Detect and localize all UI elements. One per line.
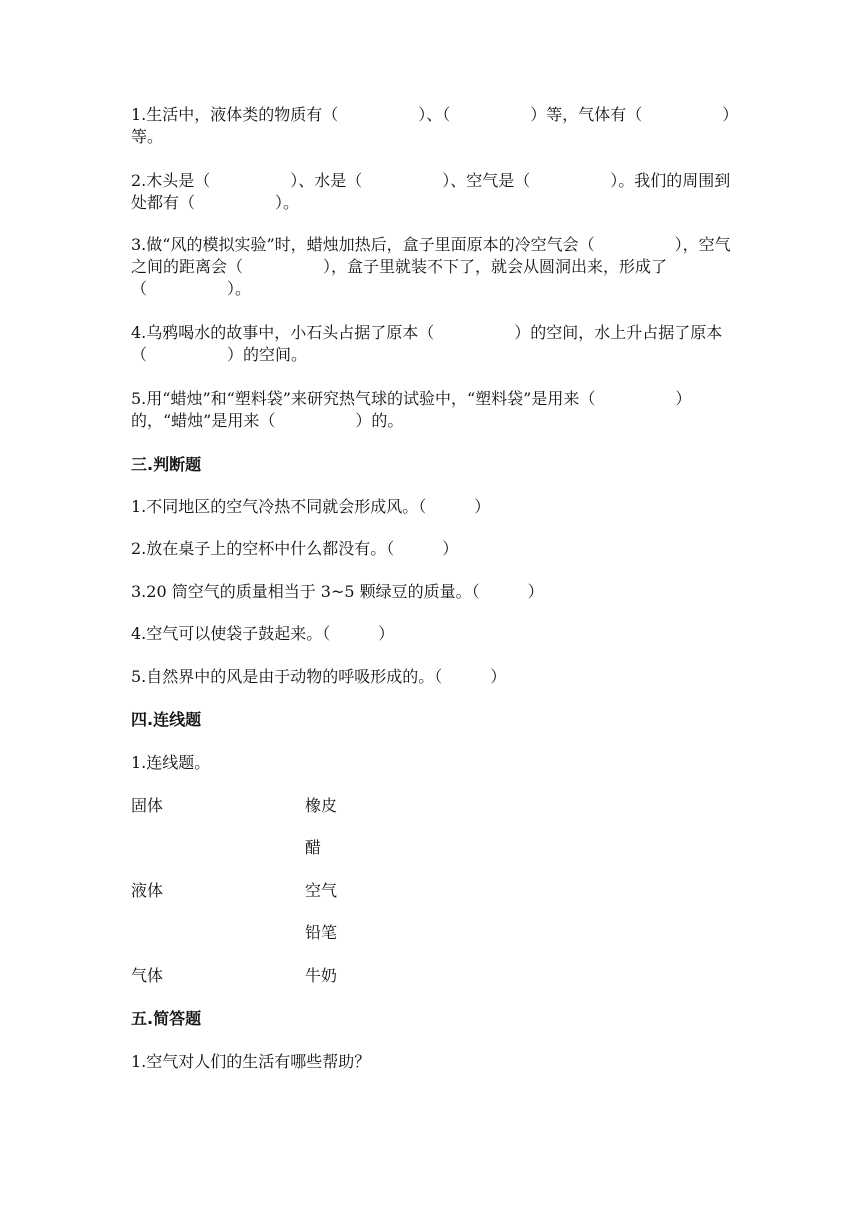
matching-left-item: 气体 (131, 966, 164, 985)
fill-blank-question-2: 2.木头是（ ）、水是（ ）、空气是（ ）。我们的周围到处都有（ ）。 (131, 171, 731, 212)
judge-question-5: 5.自然界中的风是由于动物的呼吸形成的。（ ） (131, 667, 507, 686)
judge-question-3: 3.20 筒空气的质量相当于 3~5 颗绿豆的质量。（ ） (131, 582, 544, 601)
matching-left-item: 液体 (131, 881, 164, 900)
fill-blank-question-5: 5.用“蜡烛”和“塑料袋”来研究热气球的试验中，“塑料袋”是用来（ ）的，“蜡烛”是用来（ ）的。 (131, 389, 692, 430)
matching-right-item: 空气 (305, 881, 338, 900)
judge-question-2: 2.放在桌子上的空杯中什么都没有。（ ） (131, 539, 459, 558)
matching-right-item: 橡皮 (305, 796, 338, 815)
short-answer-question: 1.空气对人们的生活有哪些帮助？ (131, 1052, 371, 1071)
section-title-short-answer: 五.简答题 (131, 1009, 202, 1028)
section-title-matching: 四.连线题 (131, 710, 202, 729)
fill-blank-question-4: 4.乌鸦喝水的故事中，小石头占据了原本（ ）的空间，水上升占据了原本（ ）的空间。 (131, 323, 723, 364)
fill-blank-question-3: 3.做“风的模拟实验”时，蜡烛加热后，盒子里面原本的冷空气会（ ），空气之间的距离会（ ），盒子里就装不下了，就会从圆洞出来，形成了（ ）。 (131, 235, 731, 298)
judge-question-4: 4.空气可以使袋子鼓起来。（ ） (131, 624, 395, 643)
fill-blank-question-1: 1.生活中，液体类的物质有（ ）、（ ）等，气体有（ ）等。 (131, 105, 739, 146)
matching-question: 1.连线题。 (131, 753, 211, 772)
section-title-judge: 三.判断题 (131, 455, 202, 474)
matching-left-item: 固体 (131, 796, 164, 815)
judge-question-1: 1.不同地区的空气冷热不同就会形成风。（ ） (131, 497, 491, 516)
matching-right-item: 醋 (305, 838, 322, 857)
matching-right-item: 铅笔 (305, 923, 338, 942)
matching-right-item: 牛奶 (305, 966, 338, 985)
